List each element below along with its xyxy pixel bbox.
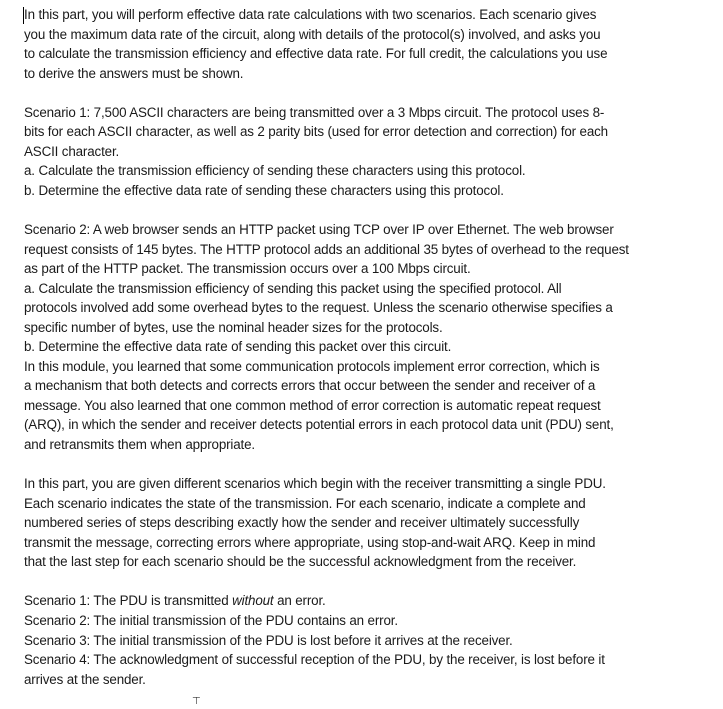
text-line: a. Calculate the transmission efficiency of sending this packet using the specified protocol. All	[24, 280, 562, 296]
text-line: ASCII character.	[24, 143, 120, 159]
document-body[interactable]	[24, 5, 629, 709]
text-line: b. Determine the effective data rate of sending these characters using this protocol.	[24, 182, 504, 198]
text-line: a mechanism that both detects and corrects errors that occur between the sender and receiver of a	[24, 378, 596, 394]
arq-scenario-4-line-1: Scenario 4: The acknowledgment of successful reception of the PDU, by the receiver, is lost before it	[24, 652, 605, 668]
text-line: a. Calculate the transmission efficiency of sending these characters using this protocol.	[24, 163, 526, 179]
text-line: In this module, you learned that some communication protocols implement error correction, which is	[24, 358, 600, 374]
arq-scenario-1	[24, 591, 629, 611]
text-line: to derive the answers must be shown.	[24, 65, 244, 81]
arq-scenario-4-line-2: arrives at the sender.	[24, 671, 146, 687]
text-line: b. Determine the effective data rate of sending this packet over this circuit.	[24, 339, 452, 355]
text-line: In this part, you are given different scenarios which begin with the receiver transmitting a single PDU.	[24, 476, 606, 492]
text-line: numbered series of steps describing exactly how the sender and receiver ultimately successfully	[24, 515, 580, 531]
arq-scenario-2: Scenario 2: The initial transmission of the PDU contains an error.	[24, 612, 398, 628]
intro-paragraph	[24, 5, 629, 83]
arq-intro-paragraph	[24, 474, 629, 572]
text-line: transmit the message, correcting errors where appropriate, using stop-and-wait ARQ. Keep in mind	[24, 534, 596, 550]
text-line: to calculate the transmission efficiency and effective data rate. For full credit, the calculations you use	[24, 46, 608, 62]
text-line: that the last step for each scenario should be the successful acknowledgment from the receiver.	[24, 554, 577, 570]
text-line: specific number of bytes, use the nominal header sizes for the protocols.	[24, 319, 443, 335]
text-line: Scenario 1: 7,500 ASCII characters are being transmitted over a 3 Mbps circuit. The protocol uses 8-	[24, 104, 605, 120]
text-line: you the maximum data rate of the circuit, along with details of the protocol(s) involved, and asks you	[24, 26, 601, 42]
text-line: (ARQ), in which the sender and receiver detects potential errors in each protocol data unit (PDU) sent,	[24, 417, 614, 433]
text-line: message. You also learned that one common method of error correction is automatic repeat request	[24, 397, 601, 413]
scenario-text: an error.	[273, 593, 326, 609]
scenario-text: Scenario 1: The PDU is transmitted	[24, 593, 233, 609]
text-line: In this part, you will perform effective data rate calculations with two scenarios. Each scenario gives	[24, 7, 597, 22]
arq-scenario-3: Scenario 3: The initial transmission of the PDU is lost before it arrives at the receiver.	[24, 632, 513, 648]
scenario-1-paragraph	[24, 103, 629, 201]
text-line: protocols involved add some overhead bytes to the request. Unless the scenario otherwise specifies a	[24, 300, 613, 316]
emphasis-text: without	[232, 593, 274, 609]
scenario-2-paragraph	[24, 220, 629, 455]
text-line: bits for each ASCII character, as well as 2 parity bits (used for error detection and correction) for each	[24, 124, 608, 140]
text-line: as part of the HTTP packet. The transmission occurs over a 100 Mbps circuit.	[24, 261, 471, 277]
text-line: request consists of 145 bytes. The HTTP protocol adds an additional 35 bytes of overhead to the request	[24, 241, 629, 257]
arq-scenarios-list	[24, 591, 629, 689]
text-line: Each scenario indicates the state of the transmission. For each scenario, indicate a complete and	[24, 495, 586, 511]
text-line: and retransmits them when appropriate.	[24, 437, 255, 453]
mouse-ibeam-cursor-icon: ⊤	[192, 696, 201, 707]
text-line: Scenario 2: A web browser sends an HTTP packet using TCP over IP over Ethernet. The web browser	[24, 222, 614, 238]
